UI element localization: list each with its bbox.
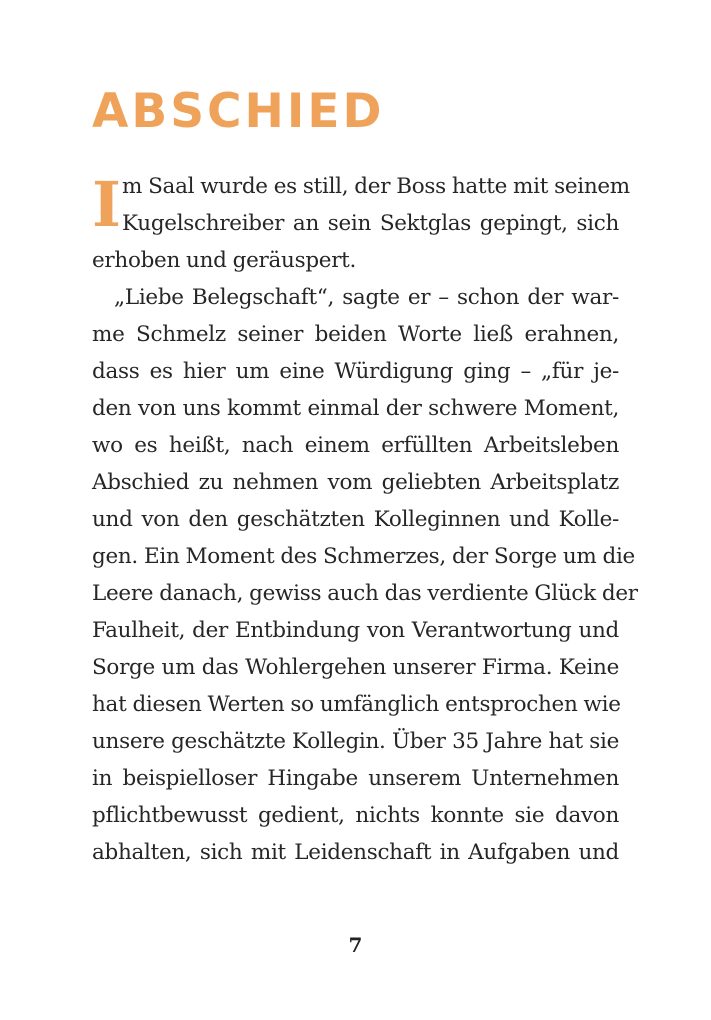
text-line: unsere geschätzte Kollegin. Über 35 Jahre hat sie [92,729,619,754]
chapter-title: ABSCHIED [92,84,385,139]
text-line: in beispielloser Hingabe unserem Unternehmen [92,766,619,791]
text-line: Abschied zu nehmen vom geliebten Arbeitsplatz [92,470,619,495]
text-line: Leere danach, gewiss auch das verdiente Glück der [92,581,638,606]
drop-cap: I [92,168,122,241]
text-line: und von den geschätzten Kolleginnen und Kolle- [92,507,619,532]
text-line: me Schmelz seiner beiden Worte ließ erahnen, [92,322,619,347]
text-line: abhalten, sich mit Leidenschaft in Aufgaben und [92,840,619,865]
text-line: gen. Ein Moment des Schmerzes, der Sorge um die [92,544,635,569]
text-line: „Liebe Belegschaft“, sagte er – schon der war- [114,285,619,310]
text-line: den von uns kommt einmal der schwere Moment, [92,396,619,421]
text-line: pflichtbewusst gedient, nichts konnte sie davon [92,803,619,828]
text-line: Kugelschreiber an sein Sektglas gepingt, sich [122,211,619,236]
text-line: hat diesen Werten so umfänglich entsprochen wie [92,692,621,717]
text-line: wo es heißt, nach einem erfüllten Arbeitsleben [92,433,619,458]
text-line: Sorge um das Wohlergehen unserer Firma. Keine [92,655,619,680]
text-line: dass es hier um eine Würdigung ging – „für je- [92,359,619,384]
page-number: 7 [348,933,363,957]
text-line: erhoben und geräuspert. [92,248,357,273]
body-text [92,168,638,871]
text-line: m Saal wurde es still, der Boss hatte mit seinem [122,174,630,199]
text-line: Faulheit, der Entbindung von Verantwortung und [92,618,619,643]
